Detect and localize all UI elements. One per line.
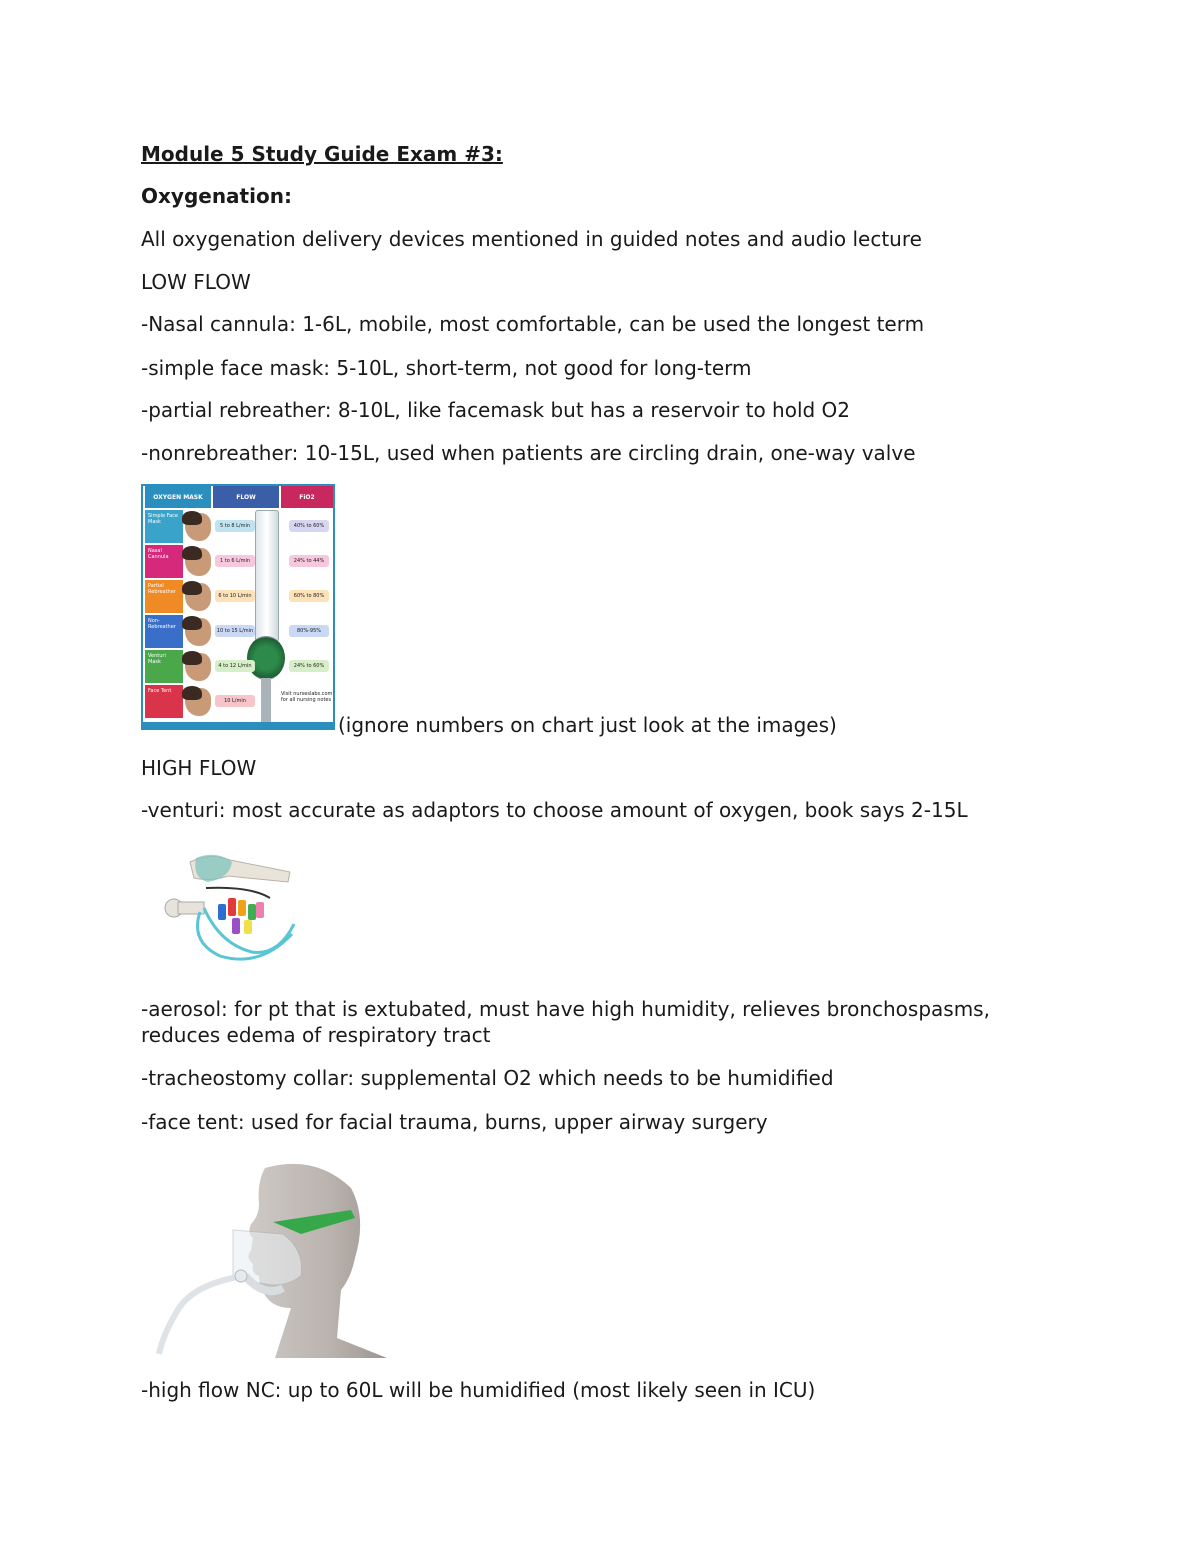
patient-face-icon: [185, 583, 211, 611]
chart-row-label: Nasal Cannula: [145, 545, 183, 578]
low-flow-item: -simple face mask: 5-10L, short-term, not good for long-term: [141, 356, 752, 380]
high-flow-nc-text: -high flow NC: up to 60L will be humidified (most likely seen in ICU): [141, 1378, 816, 1402]
chart-footer-bar: [143, 722, 333, 728]
trach-collar-text: -tracheostomy collar: supplemental O2 which needs to be humidified: [141, 1066, 834, 1090]
chart-fio2-value: 60% to 80%: [289, 590, 329, 602]
flowmeter-icon: [255, 510, 279, 642]
low-flow-item: -Nasal cannula: 1-6L, mobile, most comfortable, can be used the longest term: [141, 312, 925, 336]
chart-flow-value: 1 to 6 L/min: [215, 555, 255, 567]
chart-fio2-value: 40% to 60%: [289, 520, 329, 532]
flowmeter-knob-icon: [247, 636, 285, 680]
chart-flow-value: 4 to 12 L/min: [215, 660, 255, 672]
low-flow-label: LOW FLOW: [141, 270, 251, 294]
flowmeter-stem-icon: [261, 678, 271, 722]
chart-fio2-value: 24% to 60%: [289, 660, 329, 672]
chart-visit-note: Visit nurseslabs.com for all nursing notes: [281, 691, 333, 703]
chart-fio2-value: 80%-95%: [289, 625, 329, 637]
chart-row-label: Face Tent: [145, 685, 183, 718]
patient-face-icon: [185, 653, 211, 681]
low-flow-item: -partial rebreather: 8-10L, like facemask but has a reservoir to hold O2: [141, 398, 851, 422]
chart-row-label: Partial Rebreather: [145, 580, 183, 613]
chart-row-label: Simple Face Mask: [145, 510, 183, 543]
chart-row-label: Non-Rebreather: [145, 615, 183, 648]
patient-face-icon: [185, 618, 211, 646]
chart-flow-value: 10 L/min: [215, 695, 255, 707]
venturi-mask-kit-image: [160, 852, 300, 968]
aerosol-text: -aerosol: for pt that is extubated, must have high humidity, relieves bronchospasms, reduces edema of respiratory tract: [141, 997, 990, 1047]
chart-header-fio2: FiO2: [281, 486, 333, 508]
section-heading: Oxygenation:: [141, 184, 292, 208]
oxygen-mask-chart-image: [141, 484, 335, 730]
face-tent-mannequin-image: [155, 1158, 395, 1360]
patient-face-icon: [185, 688, 211, 716]
chart-row-label: Venturi Mask: [145, 650, 183, 683]
high-flow-label: HIGH FLOW: [141, 756, 257, 780]
venturi-text: -venturi: most accurate as adaptors to choose amount of oxygen, book says 2-15L: [141, 798, 968, 822]
intro-text: All oxygenation delivery devices mentioned in guided notes and audio lecture: [141, 227, 922, 251]
chart-fio2-value: 24% to 44%: [289, 555, 329, 567]
chart-flow-value: 10 to 15 L/min: [215, 625, 255, 637]
document-title: Module 5 Study Guide Exam #3:: [141, 142, 503, 166]
face-tent-text: -face tent: used for facial trauma, burns, upper airway surgery: [141, 1110, 768, 1134]
chart-note: (ignore numbers on chart just look at the images): [338, 713, 837, 737]
chart-flow-value: 6 to 10 L/min: [215, 590, 255, 602]
chart-header-flow: FLOW: [213, 486, 279, 508]
chart-flow-value: 5 to 8 L/min: [215, 520, 255, 532]
low-flow-item: -nonrebreather: 10-15L, used when patients are circling drain, one-way valve: [141, 441, 916, 465]
chart-header-mask: OXYGEN MASK: [145, 486, 211, 508]
patient-face-icon: [185, 513, 211, 541]
patient-face-icon: [185, 548, 211, 576]
